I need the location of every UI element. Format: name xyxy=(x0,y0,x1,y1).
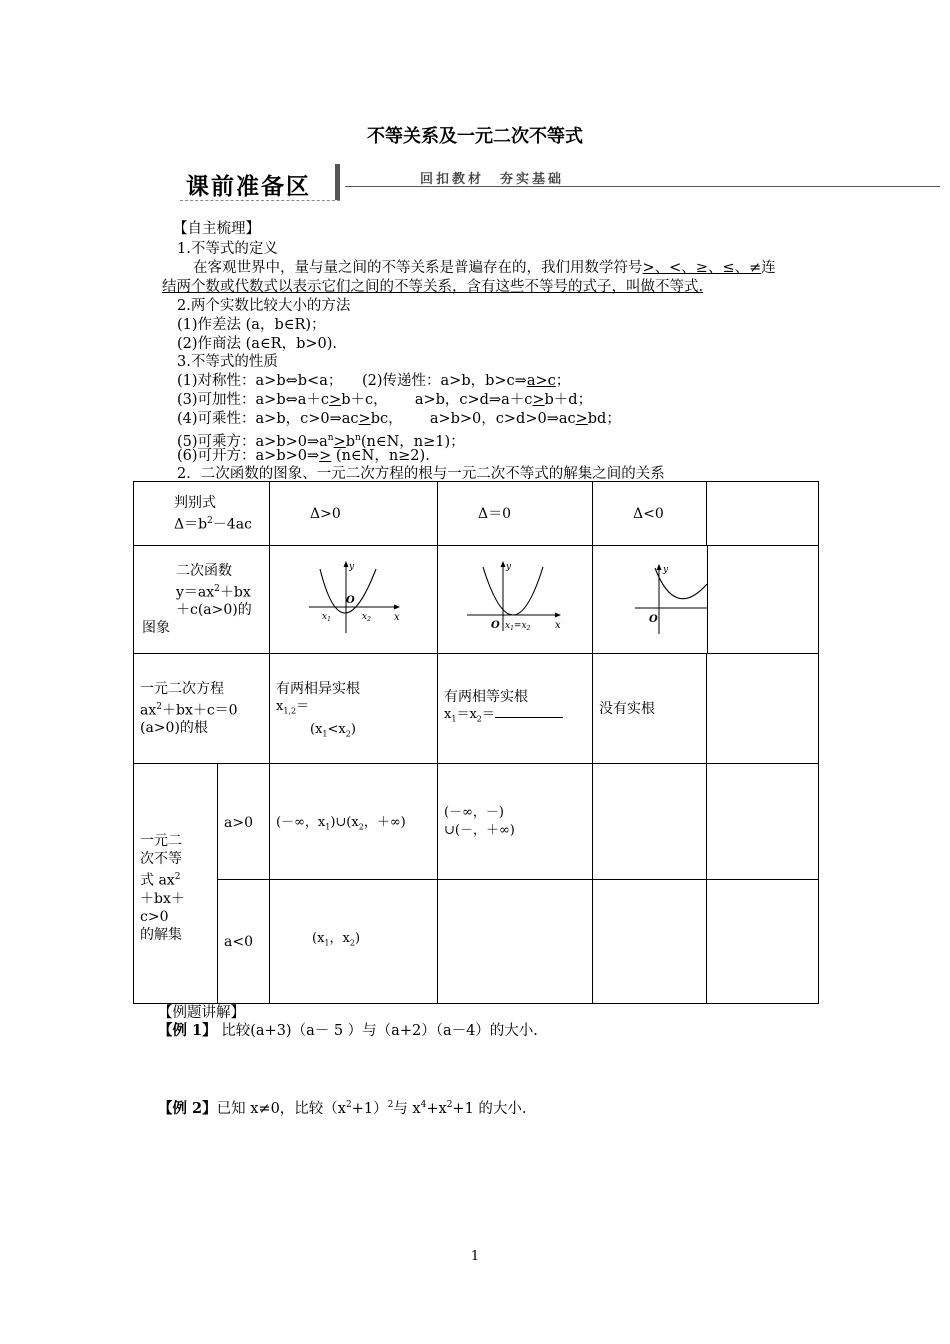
property-6: (6)可开方：a>b>0⇒> (n∈N，n≥2). xyxy=(177,448,430,464)
compare-item-2: (2)作商法 (a∈R，b>0). xyxy=(177,336,338,352)
col-delta-negative: Δ<0 xyxy=(593,482,707,546)
a-negative-label: a<0 xyxy=(218,880,270,1004)
compare-item-1: (1)作差法 (a，b∈R)； xyxy=(177,317,326,333)
roots-two-equal: 有两相等实根 $x_1=x_2=$ xyxy=(438,654,593,764)
svg-text:x: x xyxy=(393,612,400,623)
svg-text:x1: $x_1$ xyxy=(321,612,331,623)
property-1: (1)对称性：a>b⇔b<a； xyxy=(177,373,343,389)
compare-title: 2.两个实数比较大小的方法 xyxy=(177,298,351,314)
solution-positive-two-roots: (－∞，$x_1)\cup(x_2$，＋∞) xyxy=(270,764,438,880)
parabola-double-root-graph xyxy=(463,557,567,637)
col-delta-positive: Δ>0 xyxy=(270,482,438,546)
banner-title: 课前准备区 xyxy=(186,173,311,200)
col-delta-zero: Δ＝0 xyxy=(438,482,593,546)
solution-negative-two-roots: ($x_1$，$x_2$) xyxy=(270,880,438,1004)
solution-negative-double-root xyxy=(438,880,593,1004)
function-header: 二次函数 $y=ax^2+bx$ ＋c(a>0)的 图象 xyxy=(134,546,270,654)
a-positive-label: a>0 xyxy=(218,764,270,880)
property-3: (3)可加性：a>b⇔a＋c>b＋c， a>b，c>d⇒a＋c>b＋d； xyxy=(177,392,593,408)
table-row xyxy=(134,654,819,764)
roots-none: 没有实根 xyxy=(593,654,707,764)
parabola-no-root-graph xyxy=(635,560,707,640)
def-text-line1: 在客观世界中，量与量之间的不等关系是普遍存在的，我们用数学符号>、<、≥、≤、≠连 xyxy=(193,260,776,276)
property-4: (4)可乘性：a>b，c>0⇒ac>bc， a>b>0，c>d>0⇒ac>bd； xyxy=(177,411,621,427)
solution-negative-no-root xyxy=(593,880,707,1004)
discriminant-header: 判别式 $\Delta=b^2-4ac$ xyxy=(134,482,270,546)
banner-divider xyxy=(335,164,340,200)
parabola-two-roots-graph xyxy=(304,557,404,637)
svg-text:y: y xyxy=(506,562,512,572)
svg-text:O: O xyxy=(491,620,500,631)
answer-blank[interactable] xyxy=(495,717,563,718)
banner-subtitle: 回扣教材 夯实基础 xyxy=(420,172,565,187)
table-row xyxy=(134,546,819,654)
table-row xyxy=(134,764,819,880)
svg-text:y: y xyxy=(663,565,669,575)
graph-cell-positive xyxy=(270,546,438,654)
page-title: 不等关系及一元二次不等式 xyxy=(367,126,583,147)
property-title: 3.不等式的性质 xyxy=(177,354,278,370)
example-2: 【例 2】已知 x≠0，比较$(x^2+1)^2$与 $x^4+x^2+1$ 的大小. xyxy=(158,1099,527,1117)
section-heading: 【自主梳理】 xyxy=(173,221,260,237)
svg-text:y: y xyxy=(348,562,354,572)
def-title: 1.不等式的定义 xyxy=(177,241,278,257)
def-symbols: >、<、≥、≤、≠ xyxy=(642,260,762,276)
table-row xyxy=(134,880,819,1004)
svg-text:O: O xyxy=(345,595,355,606)
table-row xyxy=(134,482,819,546)
section-banner xyxy=(180,160,940,204)
property-2: (2)传递性：a>b，b>c⇒a>c； xyxy=(362,373,571,389)
svg-text:x: x xyxy=(555,620,561,631)
solution-positive-double-root: (－∞，－) ∪(－，＋∞) xyxy=(438,764,593,880)
graph-cell-zero xyxy=(438,546,593,654)
example-1: 【例 1】 比较(a+3)（a－ 5 ）与（a+2）（a－4）的大小. xyxy=(158,1022,538,1039)
svg-text:O: O xyxy=(649,614,658,625)
roots-two-distinct: 有两相异实根 $x_{1,2}=$ $(x_1<x_2)$ xyxy=(270,654,438,764)
property-5: (5)可乘方：$a>b>0\Rightarrow a^n>b^n(n\in N$，n≥1)； xyxy=(177,433,465,450)
equation-header: 一元二次方程 $ax^2+bx+c=0$ (a>0)的根 xyxy=(134,654,270,764)
relation-table xyxy=(133,481,819,1004)
banner-dash xyxy=(180,200,340,201)
graph-cell-negative xyxy=(593,546,819,654)
svg-text:x2: $x_2$ xyxy=(361,612,371,623)
page-number: 1 xyxy=(470,1249,480,1264)
examples-heading: 【例题讲解】 xyxy=(158,1005,245,1021)
def-text-line2: 结两个数或代数式以表示它们之间的不等关系，含有这些不等号的式子，叫做不等式. xyxy=(162,279,704,295)
solution-positive-no-root xyxy=(593,764,707,880)
inequality-header: 一元二 次不等 式 $ax^2$ ＋bx＋ c>0 的解集 xyxy=(134,764,218,1004)
relation-title: 2．二次函数的图象、一元二次方程的根与一元二次不等式的解集之间的关系 xyxy=(177,466,665,482)
svg-text:x1=x2: $x_1=x_2$ xyxy=(505,621,531,632)
